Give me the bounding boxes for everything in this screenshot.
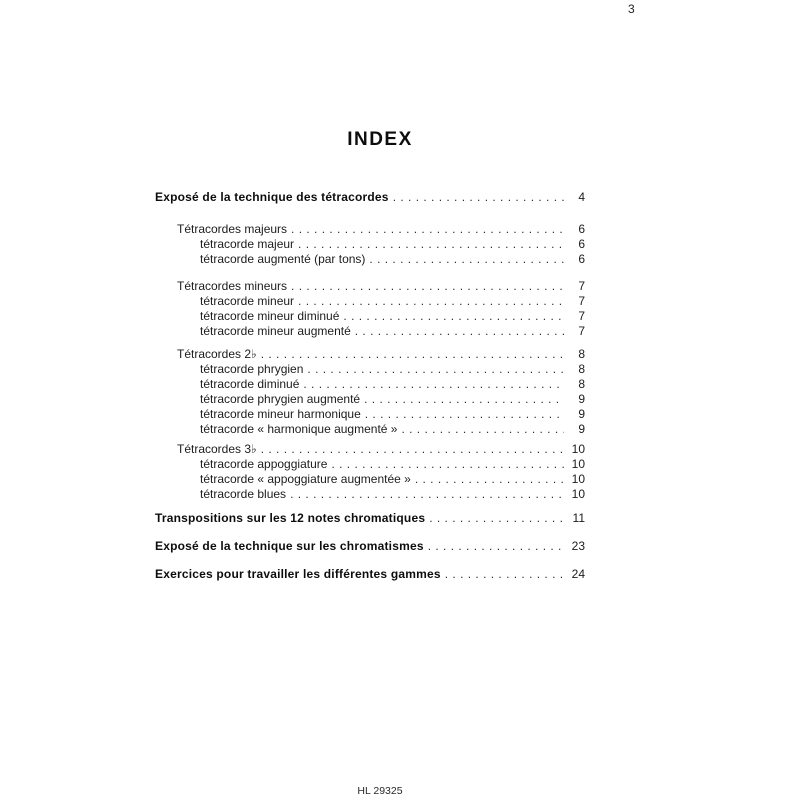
toc-entry	[155, 279, 585, 294]
toc-entry-page: 8	[578, 347, 585, 361]
toc-entry-page: 6	[578, 237, 585, 251]
toc-entry-page: 7	[578, 279, 585, 293]
toc-entry-page: 7	[578, 309, 585, 323]
toc-entry-page: 7	[578, 324, 585, 338]
toc-entry	[155, 487, 585, 502]
toc-entry-label: Tétracordes mineurs	[177, 279, 288, 293]
toc-entry	[155, 362, 585, 377]
toc-entry	[155, 222, 585, 237]
toc-section	[155, 190, 585, 205]
toc-entry-label: Exposé de la technique des tétracordes	[155, 190, 389, 204]
toc-entry	[155, 472, 585, 487]
dot-leader	[307, 362, 564, 377]
toc-entry	[155, 294, 585, 309]
toc-section	[155, 511, 585, 526]
toc-entry-label: tétracorde « appoggiature augmentée »	[200, 472, 411, 486]
toc-entry-page: 9	[578, 392, 585, 406]
page-title: INDEX	[347, 129, 413, 150]
toc-entry-page: 23	[571, 539, 585, 553]
dot-leader	[429, 511, 564, 526]
dot-leader	[393, 190, 564, 205]
toc-section	[155, 567, 585, 582]
dot-leader	[415, 472, 564, 487]
toc-entry	[155, 457, 585, 472]
toc-entry	[155, 422, 585, 437]
toc-entry	[155, 511, 585, 526]
toc-entry	[155, 347, 585, 362]
toc-entry-page: 11	[572, 511, 585, 525]
toc-entry	[155, 237, 585, 252]
dot-leader	[261, 442, 564, 457]
dot-leader	[364, 392, 564, 407]
dot-leader	[261, 347, 564, 362]
dot-leader	[445, 567, 564, 582]
toc-entry-page: 8	[578, 362, 585, 376]
toc-entry-label: Tétracordes 3♭	[177, 442, 257, 456]
toc-entry-page: 8	[578, 377, 585, 391]
dot-leader	[401, 422, 564, 437]
toc-entry	[155, 567, 585, 582]
toc-entry-label: tétracorde phrygien	[200, 362, 304, 376]
toc-entry-page: 7	[578, 294, 585, 308]
dot-leader	[291, 222, 564, 237]
page-number: 3	[628, 2, 635, 16]
toc-entry-label: tétracorde augmenté (par tons)	[200, 252, 366, 266]
dot-leader	[298, 237, 564, 252]
toc-entry-label: Transpositions sur les 12 notes chromatiques	[155, 511, 426, 525]
toc-section	[155, 279, 585, 339]
toc-entry	[155, 442, 585, 457]
toc-entry-label: tétracorde mineur diminué	[200, 309, 340, 323]
toc-entry-page: 24	[571, 567, 585, 581]
toc-entry-label: tétracorde majeur	[200, 237, 295, 251]
toc-entry-page: 10	[571, 487, 585, 501]
toc-section	[155, 442, 585, 502]
dot-leader	[355, 324, 564, 339]
toc-entry	[155, 190, 585, 205]
toc-entry-page: 9	[578, 407, 585, 421]
dot-leader	[365, 407, 564, 422]
toc-entry-page: 4	[578, 190, 585, 204]
toc-entry	[155, 309, 585, 324]
dot-leader	[290, 487, 564, 502]
toc-entry-label: tétracorde appoggiature	[200, 457, 328, 471]
toc-entry	[155, 392, 585, 407]
toc-entry-label: tétracorde blues	[200, 487, 287, 501]
dot-leader	[343, 309, 564, 324]
toc-entry-label: tétracorde « harmonique augmenté »	[200, 422, 398, 436]
toc-section	[155, 347, 585, 437]
toc-entry-page: 6	[578, 252, 585, 266]
toc-entry-label: Exercices pour travailler les différentes gammes	[155, 567, 441, 581]
toc-entry-page: 10	[571, 457, 585, 471]
toc-entry-page: 6	[578, 222, 585, 236]
toc-entry-label: tétracorde diminué	[200, 377, 300, 391]
dot-leader	[331, 457, 564, 472]
footer-catalog-number: HL 29325	[357, 785, 403, 797]
table-of-contents	[155, 190, 585, 582]
toc-entry-page: 9	[578, 422, 585, 436]
toc-entry	[155, 377, 585, 392]
dot-leader	[369, 252, 564, 267]
toc-entry-label: Exposé de la technique sur les chromatismes	[155, 539, 424, 553]
toc-entry-page: 10	[571, 472, 585, 486]
toc-entry-page: 10	[571, 442, 585, 456]
toc-entry-label: tétracorde mineur augmenté	[200, 324, 351, 338]
toc-entry	[155, 407, 585, 422]
toc-entry	[155, 252, 585, 267]
dot-leader	[298, 294, 564, 309]
toc-entry	[155, 324, 585, 339]
toc-entry-label: tétracorde mineur harmonique	[200, 407, 361, 421]
toc-entry-label: tétracorde phrygien augmenté	[200, 392, 361, 406]
dot-leader	[428, 539, 564, 554]
toc-entry-label: Tétracordes 2♭	[177, 347, 257, 361]
dot-leader	[291, 279, 564, 294]
toc-section	[155, 539, 585, 554]
toc-entry-label: Tétracordes majeurs	[177, 222, 288, 236]
toc-entry	[155, 539, 585, 554]
toc-section	[155, 222, 585, 267]
toc-entry-label: tétracorde mineur	[200, 294, 295, 308]
dot-leader	[303, 377, 564, 392]
